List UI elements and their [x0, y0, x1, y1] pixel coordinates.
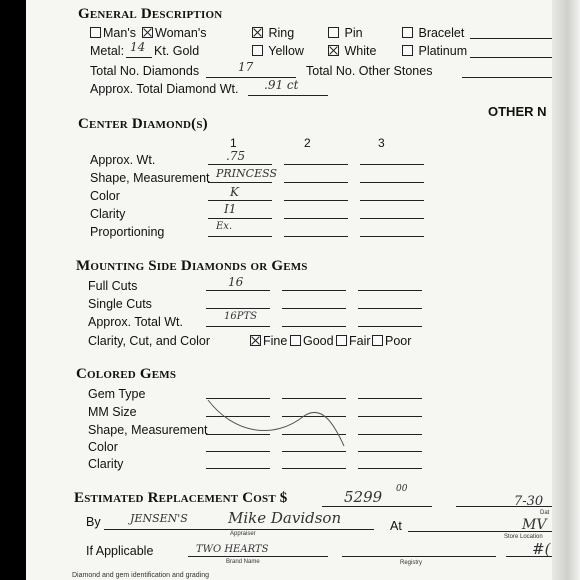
good-option[interactable]: Good: [290, 334, 334, 348]
fine-checkbox[interactable]: [250, 335, 261, 346]
womans-checkbox[interactable]: [142, 27, 153, 38]
center-col-2: 2: [304, 136, 311, 150]
yellow-checkbox[interactable]: [252, 45, 263, 56]
platinum-option[interactable]: Platinum: [402, 44, 467, 58]
metal-label: Metal:: [90, 44, 125, 58]
colored-row-label: Shape, Measurement: [88, 423, 208, 437]
by-label: By: [86, 515, 101, 529]
footer-text: Diamond and gem identification and grading: [72, 572, 209, 579]
total-diamonds-value: 17: [238, 60, 254, 74]
mounting-row-label: Approx. Total Wt.: [88, 315, 183, 329]
strike-through-mark: [204, 394, 354, 454]
yellow-option[interactable]: Yellow: [252, 44, 304, 58]
kt-gold-label: Kt. Gold: [154, 44, 200, 58]
at-label: At: [390, 519, 402, 533]
bracelet-checkbox[interactable]: [402, 27, 413, 38]
brand-value: TWO HEARTS: [196, 544, 269, 555]
total-diamonds-label: Total No. Diamonds: [90, 64, 200, 78]
metal-karat-value: 14: [130, 40, 146, 54]
appraiser-signature: Mike Davidson: [228, 509, 342, 527]
ring-option[interactable]: Ring: [252, 26, 294, 40]
center-row-label: Approx. Wt.: [90, 153, 156, 167]
mans-checkbox[interactable]: [90, 27, 101, 38]
center-diamond-heading: Center Diamond(s): [78, 116, 208, 132]
center-row-value: Ex.: [216, 221, 233, 232]
womans-option[interactable]: Woman's: [142, 26, 206, 40]
mounting-row-value: 16: [228, 275, 244, 289]
white-option[interactable]: White: [328, 44, 376, 58]
approx-total-wt-label: Approx. Total Diamond Wt.: [90, 82, 239, 96]
mounting-row-label: Full Cuts: [88, 279, 138, 293]
registry-value: #(: [532, 540, 551, 558]
mounting-row-value: 16PTS: [224, 311, 257, 322]
poor-checkbox[interactable]: [372, 335, 383, 346]
colored-row-label: Color: [88, 440, 118, 454]
fair-option[interactable]: Fair: [336, 334, 371, 348]
mounting-quality-label: Clarity, Cut, and Color: [88, 334, 211, 348]
center-row-value: .75: [226, 149, 246, 163]
fair-checkbox[interactable]: [336, 335, 347, 346]
center-row-label: Shape, Measurement: [90, 171, 210, 185]
if-applicable-label: If Applicable: [86, 544, 154, 558]
platinum-checkbox[interactable]: [402, 45, 413, 56]
total-other-stones-label: Total No. Other Stones: [306, 64, 433, 78]
poor-option[interactable]: Poor: [372, 334, 411, 348]
ring-checkbox[interactable]: [252, 27, 263, 38]
colored-gems-heading: Colored Gems: [76, 366, 177, 382]
appraisal-form: [26, 0, 552, 580]
mounting-heading: Mounting Side Diamonds or Gems: [76, 258, 308, 274]
center-row-value: K: [230, 185, 239, 199]
replacement-cost-value: 5299: [344, 488, 383, 506]
by-value: JENSEN'S: [130, 512, 188, 525]
center-row-label: Color: [90, 189, 120, 203]
general-heading: General Description: [78, 6, 223, 22]
center-row-value: PRINCESS: [216, 167, 277, 180]
registry-caption: Registry: [400, 560, 423, 566]
good-checkbox[interactable]: [290, 335, 301, 346]
center-row-label: Clarity: [90, 207, 126, 221]
mans-option[interactable]: Man's: [90, 26, 136, 40]
bracelet-option[interactable]: Bracelet: [402, 26, 464, 40]
white-checkbox[interactable]: [328, 45, 339, 56]
fine-option[interactable]: Fine: [250, 334, 287, 348]
pin-option[interactable]: Pin: [328, 26, 363, 40]
replacement-cost-heading: Estimated Replacement Cost $: [74, 490, 288, 506]
other-notes-heading: OTHER N: [488, 104, 547, 119]
date-value: 7-30: [514, 494, 544, 509]
center-col-3: 3: [378, 136, 385, 150]
paper-edge-shadow: [552, 0, 580, 580]
appraiser-caption: Appraiser: [230, 531, 256, 537]
replacement-cost-cents: 00: [396, 484, 408, 494]
colored-row-label: Clarity: [88, 457, 124, 471]
center-row-value: I1: [224, 202, 237, 216]
approx-total-wt-value: .91 ct: [264, 78, 299, 92]
colored-row-label: Gem Type: [88, 387, 146, 401]
store-caption: Store Location: [504, 534, 543, 540]
at-value: MV: [522, 517, 547, 533]
brand-caption: Brand Name: [226, 559, 260, 565]
date-caption: Dat: [540, 510, 550, 516]
center-row-label: Proportioning: [90, 225, 165, 239]
colored-row-label: MM Size: [88, 405, 137, 419]
center-col-1: 1: [230, 136, 237, 150]
pin-checkbox[interactable]: [328, 27, 339, 38]
mounting-row-label: Single Cuts: [88, 297, 152, 311]
